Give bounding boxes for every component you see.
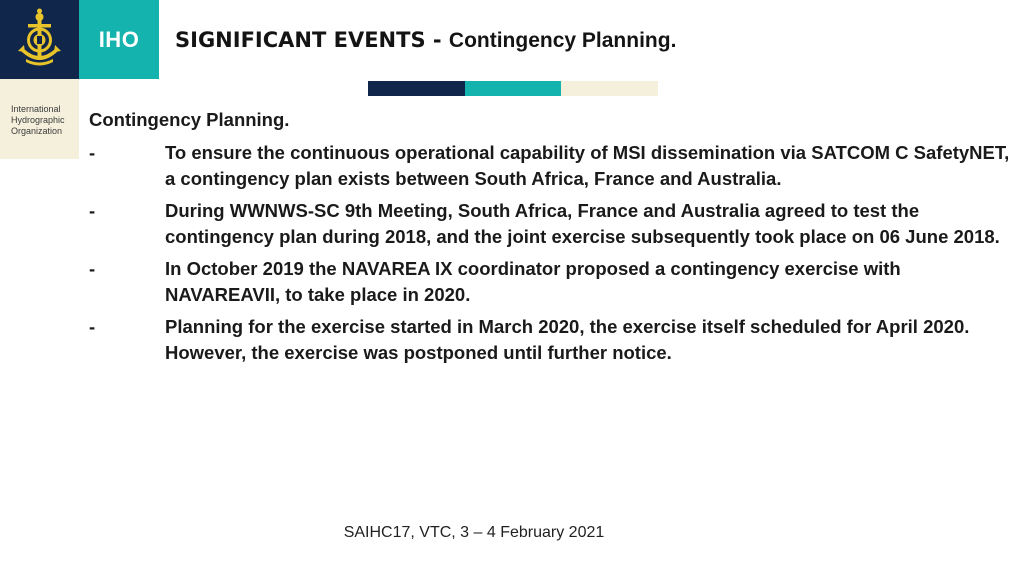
bullet-item [89, 314, 1019, 365]
bullet-marker: - [89, 316, 96, 337]
org-name-line: Organization [11, 126, 63, 136]
bullet-item [89, 198, 1019, 249]
slide-title [175, 27, 676, 53]
section-heading: Contingency Planning. [89, 109, 290, 130]
slide-footer: SAIHC17, VTC, 3 – 4 February 2021 [343, 524, 605, 541]
bullet-marker: - [89, 142, 96, 163]
title-sub: Contingency Planning. [448, 29, 677, 52]
slide-content [89, 108, 1019, 372]
organization-name [0, 79, 79, 159]
title-main: SIGNIFICANT EVENTS - [175, 28, 449, 52]
bullet-marker: - [89, 258, 96, 279]
bullet-marker: - [89, 200, 96, 221]
org-name-line: Hydrographic [11, 115, 65, 125]
bullet-text: Planning for the exercise started in March 2020, the exercise itself scheduled for April 2020. However, the exercise was postponed until further notice. [165, 316, 970, 363]
bullet-item [89, 140, 1019, 191]
divider-stripe-navy [368, 81, 465, 96]
bullet-text: During WWNWS-SC 9th Meeting, South Africa, France and Australia agreed to test the contingency plan during 2018, and the joint exercise subsequently took place on 06 June 2018. [165, 200, 1000, 247]
bullet-item [89, 256, 1019, 307]
divider-stripe-teal [465, 81, 561, 96]
org-name-line: International [11, 104, 61, 114]
anchor-emblem-icon [0, 0, 79, 79]
divider-stripe-cream [561, 81, 658, 96]
bullet-text: To ensure the continuous operational capability of MSI dissemination via SATCOM C SafetyNET, a contingency plan exists between South Africa, France and Australia. [165, 142, 1010, 189]
iho-logo-text: IHO [98, 26, 140, 52]
bullet-text: In October 2019 the NAVAREA IX coordinator proposed a contingency exercise with NAVAREAVII, to take place in 2020. [165, 258, 901, 305]
iho-emblem [0, 0, 79, 79]
iho-wordmark [79, 0, 159, 79]
